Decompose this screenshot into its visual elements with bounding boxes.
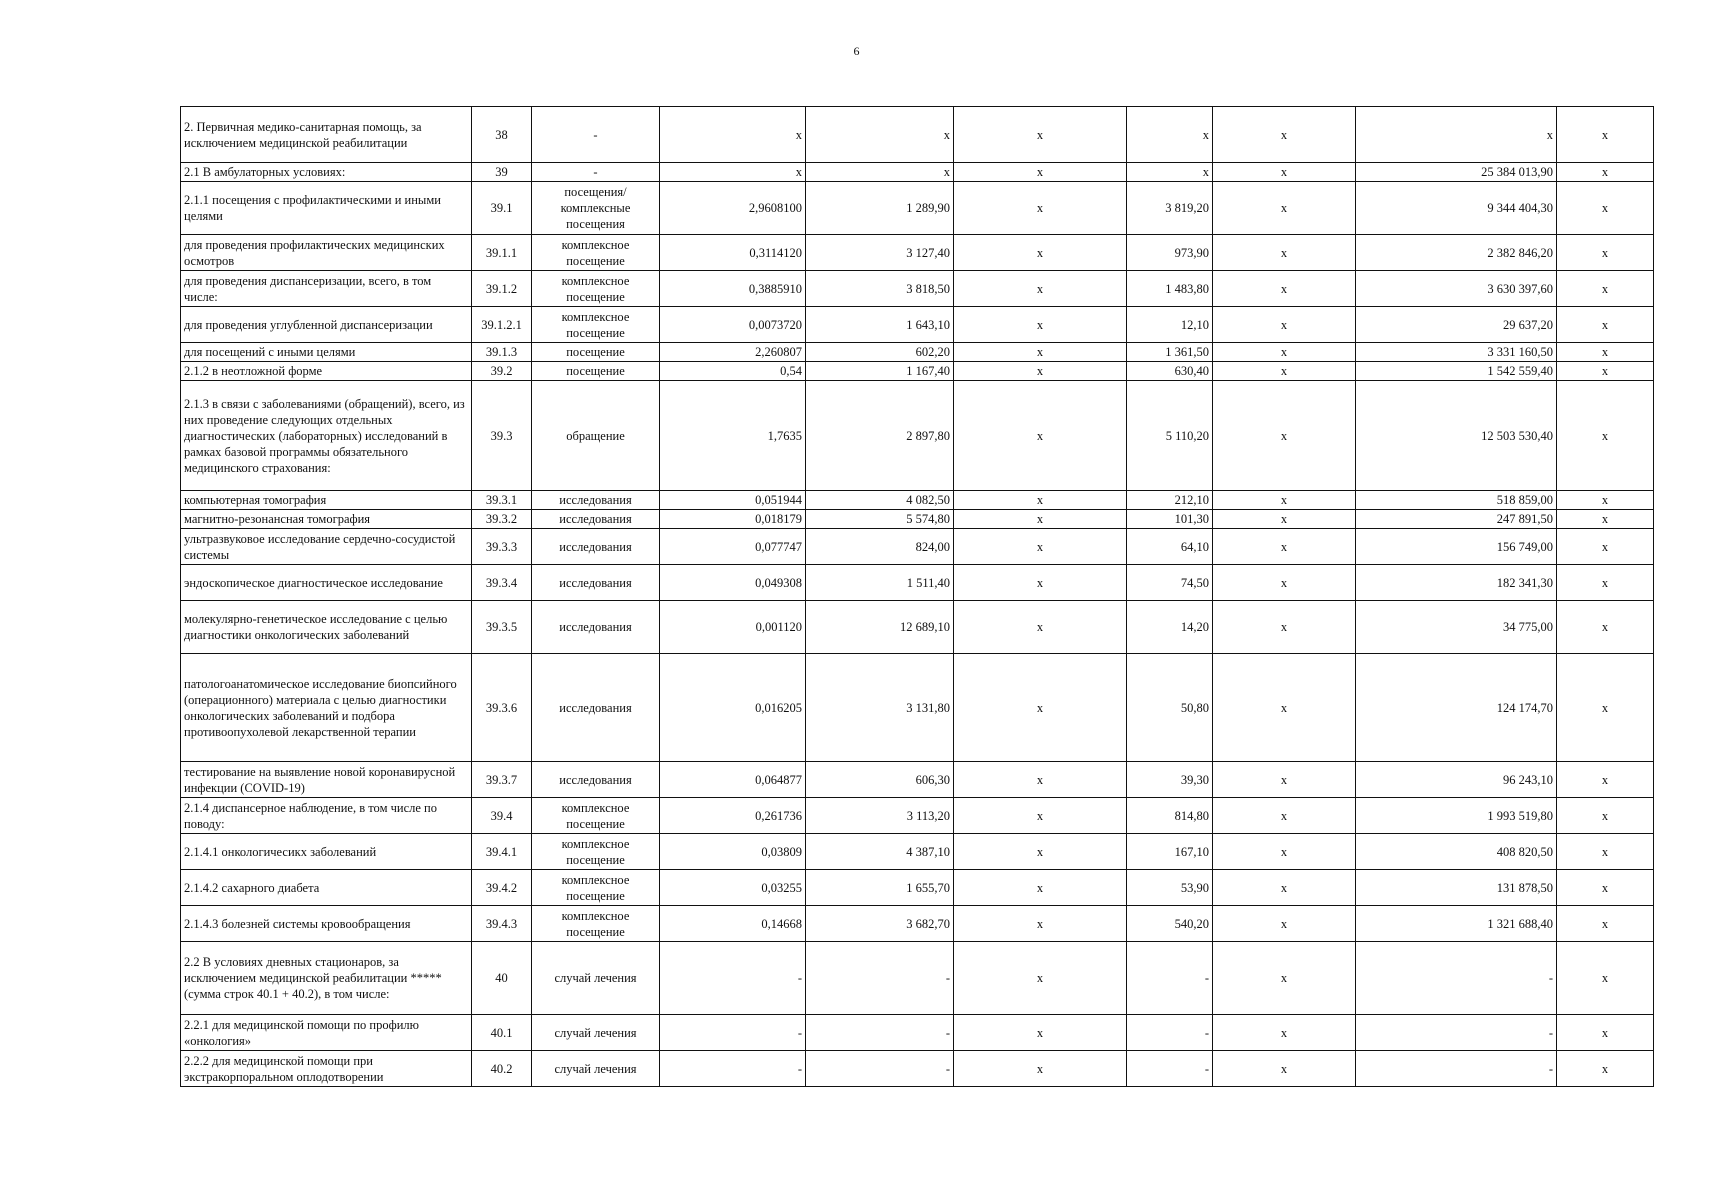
row-number-cell: 39.3.2	[472, 510, 532, 529]
oms-per-capita-cell: 973,90	[1127, 235, 1213, 271]
budget-total-cell: x	[1213, 1015, 1356, 1051]
row-number-cell: 39.2	[472, 362, 532, 381]
table-row	[181, 870, 1654, 906]
row-name-cell: для проведения углубленной диспансеризации	[181, 307, 472, 343]
percent-cell: x	[1557, 182, 1654, 235]
oms-per-capita-cell: 1 361,50	[1127, 343, 1213, 362]
unit-cell: комплексное посещение	[532, 798, 660, 834]
unit-cell: комплексное посещение	[532, 834, 660, 870]
oms-total-cell: 3 630 397,60	[1356, 271, 1557, 307]
budget-per-capita-cell: x	[954, 182, 1127, 235]
volume-norm-cell: 0,077747	[660, 529, 806, 565]
budget-per-capita-cell: x	[954, 654, 1127, 762]
cost-norm-cell: 3 818,50	[806, 271, 954, 307]
cost-norm-cell: 3 131,80	[806, 654, 954, 762]
oms-total-cell: -	[1356, 942, 1557, 1015]
volume-norm-cell: 2,260807	[660, 343, 806, 362]
row-number-cell: 39.3.7	[472, 762, 532, 798]
table-row	[181, 307, 1654, 343]
oms-total-cell: 96 243,10	[1356, 762, 1557, 798]
row-number-cell: 39.4.2	[472, 870, 532, 906]
budget-per-capita-cell: x	[954, 798, 1127, 834]
cost-norm-cell: 1 289,90	[806, 182, 954, 235]
row-number-cell: 39	[472, 163, 532, 182]
row-name-cell: 2.2.1 для медицинской помощи по профилю «онкология»	[181, 1015, 472, 1051]
row-name-cell: для проведения диспансеризации, всего, в том числе:	[181, 271, 472, 307]
table-row	[181, 1015, 1654, 1051]
table-body	[181, 107, 1654, 1087]
cost-norm-cell: -	[806, 942, 954, 1015]
volume-norm-cell: 0,3885910	[660, 271, 806, 307]
unit-cell: обращение	[532, 381, 660, 491]
table-row	[181, 343, 1654, 362]
cost-norm-cell: 2 897,80	[806, 381, 954, 491]
percent-cell: x	[1557, 107, 1654, 163]
oms-total-cell: 247 891,50	[1356, 510, 1557, 529]
table-row	[181, 654, 1654, 762]
budget-total-cell: x	[1213, 529, 1356, 565]
unit-cell: исследования	[532, 762, 660, 798]
budget-per-capita-cell: x	[954, 381, 1127, 491]
oms-total-cell: 124 174,70	[1356, 654, 1557, 762]
oms-per-capita-cell: 101,30	[1127, 510, 1213, 529]
unit-cell: комплексное посещение	[532, 870, 660, 906]
percent-cell: x	[1557, 163, 1654, 182]
budget-per-capita-cell: x	[954, 491, 1127, 510]
percent-cell: x	[1557, 906, 1654, 942]
volume-norm-cell: 0,03809	[660, 834, 806, 870]
cost-norm-cell: 3 127,40	[806, 235, 954, 271]
table-row	[181, 565, 1654, 601]
cost-norm-cell: 1 643,10	[806, 307, 954, 343]
row-number-cell: 38	[472, 107, 532, 163]
row-number-cell: 39.3.5	[472, 601, 532, 654]
budget-total-cell: x	[1213, 491, 1356, 510]
table-row	[181, 798, 1654, 834]
row-number-cell: 39.1.2	[472, 271, 532, 307]
percent-cell: x	[1557, 529, 1654, 565]
percent-cell: x	[1557, 491, 1654, 510]
oms-per-capita-cell: 64,10	[1127, 529, 1213, 565]
cost-norm-cell: 824,00	[806, 529, 954, 565]
budget-per-capita-cell: x	[954, 235, 1127, 271]
percent-cell: x	[1557, 654, 1654, 762]
oms-per-capita-cell: 50,80	[1127, 654, 1213, 762]
percent-cell: x	[1557, 1051, 1654, 1087]
volume-norm-cell: 0,001120	[660, 601, 806, 654]
unit-cell: комплексное посещение	[532, 271, 660, 307]
percent-cell: x	[1557, 235, 1654, 271]
cost-norm-cell: 3 113,20	[806, 798, 954, 834]
cost-norm-cell: 4 082,50	[806, 491, 954, 510]
oms-per-capita-cell: 3 819,20	[1127, 182, 1213, 235]
volume-norm-cell: 0,54	[660, 362, 806, 381]
oms-total-cell: -	[1356, 1051, 1557, 1087]
row-number-cell: 39.4	[472, 798, 532, 834]
unit-cell: исследования	[532, 654, 660, 762]
table-row	[181, 601, 1654, 654]
unit-cell: комплексное посещение	[532, 235, 660, 271]
row-name-cell: молекулярно-генетическое исследование с целью диагностики онкологических заболеваний	[181, 601, 472, 654]
percent-cell: x	[1557, 762, 1654, 798]
percent-cell: x	[1557, 381, 1654, 491]
page-number: 6	[853, 44, 860, 58]
budget-total-cell: x	[1213, 362, 1356, 381]
row-number-cell: 40.1	[472, 1015, 532, 1051]
row-name-cell: 2.1.4.3 болезней системы кровообращения	[181, 906, 472, 942]
unit-cell: случай лечения	[532, 1015, 660, 1051]
oms-per-capita-cell: 1 483,80	[1127, 271, 1213, 307]
budget-total-cell: x	[1213, 565, 1356, 601]
unit-cell: исследования	[532, 565, 660, 601]
row-number-cell: 40	[472, 942, 532, 1015]
row-name-cell: 2.1.3 в связи с заболеваниями (обращений), всего, из них проведение следующих отдельных диагностических (лабораторных) исследований в рамках базовой программы обязательного медицинского страхования:	[181, 381, 472, 491]
cost-norm-cell: x	[806, 163, 954, 182]
volume-norm-cell: -	[660, 942, 806, 1015]
row-number-cell: 39.3.4	[472, 565, 532, 601]
cost-norm-cell: 602,20	[806, 343, 954, 362]
row-name-cell: 2.2 В условиях дневных стационаров, за исключением медицинской реабилитации ***** (сумма строк 40.1 + 40.2), в том числе:	[181, 942, 472, 1015]
cost-norm-cell: x	[806, 107, 954, 163]
oms-total-cell: 518 859,00	[1356, 491, 1557, 510]
volume-norm-cell: 0,051944	[660, 491, 806, 510]
volume-norm-cell: 0,018179	[660, 510, 806, 529]
budget-per-capita-cell: x	[954, 834, 1127, 870]
budget-per-capita-cell: x	[954, 565, 1127, 601]
table-row	[181, 762, 1654, 798]
oms-total-cell: 34 775,00	[1356, 601, 1557, 654]
oms-per-capita-cell: 540,20	[1127, 906, 1213, 942]
oms-total-cell: 3 331 160,50	[1356, 343, 1557, 362]
budget-total-cell: x	[1213, 798, 1356, 834]
oms-total-cell: 9 344 404,30	[1356, 182, 1557, 235]
budget-per-capita-cell: x	[954, 362, 1127, 381]
row-name-cell: патологоанатомическое исследование биопсийного (операционного) материала с целью диагностики онкологических заболеваний и подбора противоопухолевой лекарственной терапии	[181, 654, 472, 762]
volume-norm-cell: 0,03255	[660, 870, 806, 906]
cost-norm-cell: -	[806, 1015, 954, 1051]
oms-per-capita-cell: 39,30	[1127, 762, 1213, 798]
budget-total-cell: x	[1213, 1051, 1356, 1087]
row-name-cell: 2.1.4.1 онкологичесикх заболеваний	[181, 834, 472, 870]
budget-total-cell: x	[1213, 510, 1356, 529]
budget-per-capita-cell: x	[954, 601, 1127, 654]
budget-total-cell: x	[1213, 834, 1356, 870]
budget-total-cell: x	[1213, 762, 1356, 798]
budget-per-capita-cell: x	[954, 906, 1127, 942]
percent-cell: x	[1557, 271, 1654, 307]
percent-cell: x	[1557, 307, 1654, 343]
row-name-cell: для посещений с иными целями	[181, 343, 472, 362]
unit-cell: исследования	[532, 529, 660, 565]
row-name-cell: 2.1.2 в неотложной форме	[181, 362, 472, 381]
volume-norm-cell: 0,0073720	[660, 307, 806, 343]
table-row	[181, 834, 1654, 870]
oms-per-capita-cell: -	[1127, 1051, 1213, 1087]
oms-total-cell: -	[1356, 1015, 1557, 1051]
row-number-cell: 39.1.3	[472, 343, 532, 362]
percent-cell: x	[1557, 942, 1654, 1015]
oms-total-cell: 1 993 519,80	[1356, 798, 1557, 834]
volume-norm-cell: 0,016205	[660, 654, 806, 762]
row-name-cell: 2.2.2 для медицинской помощи при экстракорпоральном оплодотворении	[181, 1051, 472, 1087]
row-number-cell: 39.3	[472, 381, 532, 491]
table-row	[181, 107, 1654, 163]
oms-per-capita-cell: 167,10	[1127, 834, 1213, 870]
table-row	[181, 906, 1654, 942]
budget-per-capita-cell: x	[954, 529, 1127, 565]
table-row	[181, 362, 1654, 381]
row-number-cell: 39.3.1	[472, 491, 532, 510]
budget-total-cell: x	[1213, 271, 1356, 307]
oms-per-capita-cell: 5 110,20	[1127, 381, 1213, 491]
percent-cell: x	[1557, 798, 1654, 834]
row-name-cell: компьютерная томография	[181, 491, 472, 510]
budget-total-cell: x	[1213, 343, 1356, 362]
volume-norm-cell: 0,3114120	[660, 235, 806, 271]
table-row	[181, 491, 1654, 510]
oms-per-capita-cell: x	[1127, 163, 1213, 182]
budget-total-cell: x	[1213, 182, 1356, 235]
oms-per-capita-cell: x	[1127, 107, 1213, 163]
table-row	[181, 510, 1654, 529]
budget-per-capita-cell: x	[954, 870, 1127, 906]
oms-total-cell: 2 382 846,20	[1356, 235, 1557, 271]
table-row	[181, 182, 1654, 235]
budget-per-capita-cell: x	[954, 107, 1127, 163]
row-name-cell: эндоскопическое диагностическое исследование	[181, 565, 472, 601]
volume-norm-cell: 0,064877	[660, 762, 806, 798]
budget-total-cell: x	[1213, 381, 1356, 491]
table-row	[181, 942, 1654, 1015]
oms-total-cell: 29 637,20	[1356, 307, 1557, 343]
unit-cell: -	[532, 107, 660, 163]
percent-cell: x	[1557, 601, 1654, 654]
table-row	[181, 529, 1654, 565]
budget-per-capita-cell: x	[954, 343, 1127, 362]
cost-norm-cell: 4 387,10	[806, 834, 954, 870]
oms-total-cell: 12 503 530,40	[1356, 381, 1557, 491]
percent-cell: x	[1557, 343, 1654, 362]
row-name-cell: 2.1.4.2 сахарного диабета	[181, 870, 472, 906]
row-number-cell: 39.1.2.1	[472, 307, 532, 343]
row-number-cell: 39.4.1	[472, 834, 532, 870]
row-name-cell: магнитно-резонансная томография	[181, 510, 472, 529]
unit-cell: -	[532, 163, 660, 182]
row-number-cell: 39.3.3	[472, 529, 532, 565]
unit-cell: исследования	[532, 491, 660, 510]
row-number-cell: 40.2	[472, 1051, 532, 1087]
table-row	[181, 235, 1654, 271]
oms-per-capita-cell: 74,50	[1127, 565, 1213, 601]
row-number-cell: 39.1.1	[472, 235, 532, 271]
unit-cell: комплексное посещение	[532, 906, 660, 942]
budget-per-capita-cell: x	[954, 942, 1127, 1015]
unit-cell: посещение	[532, 343, 660, 362]
cost-norm-cell: 1 655,70	[806, 870, 954, 906]
row-name-cell: 2.1.1 посещения с профилактическими и иными целями	[181, 182, 472, 235]
cost-norm-cell: 5 574,80	[806, 510, 954, 529]
budget-total-cell: x	[1213, 870, 1356, 906]
oms-per-capita-cell: 12,10	[1127, 307, 1213, 343]
budget-per-capita-cell: x	[954, 1051, 1127, 1087]
unit-cell: исследования	[532, 510, 660, 529]
budget-per-capita-cell: x	[954, 271, 1127, 307]
oms-per-capita-cell: 814,80	[1127, 798, 1213, 834]
row-name-cell: 2. Первичная медико-санитарная помощь, за исключением медицинской реабилитации	[181, 107, 472, 163]
percent-cell: x	[1557, 834, 1654, 870]
table-row	[181, 1051, 1654, 1087]
oms-per-capita-cell: 212,10	[1127, 491, 1213, 510]
row-number-cell: 39.3.6	[472, 654, 532, 762]
unit-cell: исследования	[532, 601, 660, 654]
budget-per-capita-cell: x	[954, 1015, 1127, 1051]
cost-norm-cell: 606,30	[806, 762, 954, 798]
oms-total-cell: 156 749,00	[1356, 529, 1557, 565]
volume-norm-cell: 1,7635	[660, 381, 806, 491]
row-number-cell: 39.4.3	[472, 906, 532, 942]
unit-cell: случай лечения	[532, 1051, 660, 1087]
budget-total-cell: x	[1213, 654, 1356, 762]
oms-per-capita-cell: -	[1127, 1015, 1213, 1051]
percent-cell: x	[1557, 1015, 1654, 1051]
budget-total-cell: x	[1213, 942, 1356, 1015]
percent-cell: x	[1557, 870, 1654, 906]
oms-total-cell: 1 321 688,40	[1356, 906, 1557, 942]
unit-cell: посещения/комплексные посещения	[532, 182, 660, 235]
budget-per-capita-cell: x	[954, 163, 1127, 182]
cost-norm-cell: 12 689,10	[806, 601, 954, 654]
cost-norm-cell: -	[806, 1051, 954, 1087]
budget-total-cell: x	[1213, 601, 1356, 654]
unit-cell: посещение	[532, 362, 660, 381]
budget-total-cell: x	[1213, 107, 1356, 163]
row-name-cell: 2.1 В амбулаторных условиях:	[181, 163, 472, 182]
volume-norm-cell: x	[660, 107, 806, 163]
oms-per-capita-cell: 630,40	[1127, 362, 1213, 381]
volume-norm-cell: -	[660, 1015, 806, 1051]
budget-total-cell: x	[1213, 163, 1356, 182]
volume-norm-cell: 0,049308	[660, 565, 806, 601]
budget-per-capita-cell: x	[954, 510, 1127, 529]
cost-norm-cell: 1 167,40	[806, 362, 954, 381]
cost-norm-cell: 3 682,70	[806, 906, 954, 942]
row-name-cell: ультразвуковое исследование сердечно-сосудистой системы	[181, 529, 472, 565]
budget-total-cell: x	[1213, 235, 1356, 271]
budget-table	[180, 106, 1654, 1087]
volume-norm-cell: x	[660, 163, 806, 182]
unit-cell: комплексное посещение	[532, 307, 660, 343]
row-name-cell: тестирование на выявление новой коронавирусной инфекции (COVID-19)	[181, 762, 472, 798]
budget-per-capita-cell: x	[954, 762, 1127, 798]
oms-per-capita-cell: 14,20	[1127, 601, 1213, 654]
volume-norm-cell: -	[660, 1051, 806, 1087]
cost-norm-cell: 1 511,40	[806, 565, 954, 601]
oms-total-cell: 182 341,30	[1356, 565, 1557, 601]
row-name-cell: для проведения профилактических медицинских осмотров	[181, 235, 472, 271]
percent-cell: x	[1557, 362, 1654, 381]
budget-total-cell: x	[1213, 906, 1356, 942]
budget-total-cell: x	[1213, 307, 1356, 343]
table-row	[181, 271, 1654, 307]
budget-per-capita-cell: x	[954, 307, 1127, 343]
volume-norm-cell: 0,14668	[660, 906, 806, 942]
percent-cell: x	[1557, 510, 1654, 529]
oms-total-cell: x	[1356, 107, 1557, 163]
oms-total-cell: 25 384 013,90	[1356, 163, 1557, 182]
volume-norm-cell: 2,9608100	[660, 182, 806, 235]
oms-per-capita-cell: 53,90	[1127, 870, 1213, 906]
oms-total-cell: 1 542 559,40	[1356, 362, 1557, 381]
percent-cell: x	[1557, 565, 1654, 601]
row-name-cell: 2.1.4 диспансерное наблюдение, в том числе по поводу:	[181, 798, 472, 834]
oms-total-cell: 131 878,50	[1356, 870, 1557, 906]
unit-cell: случай лечения	[532, 942, 660, 1015]
table-row	[181, 163, 1654, 182]
volume-norm-cell: 0,261736	[660, 798, 806, 834]
row-number-cell: 39.1	[472, 182, 532, 235]
table-row	[181, 381, 1654, 491]
oms-per-capita-cell: -	[1127, 942, 1213, 1015]
oms-total-cell: 408 820,50	[1356, 834, 1557, 870]
